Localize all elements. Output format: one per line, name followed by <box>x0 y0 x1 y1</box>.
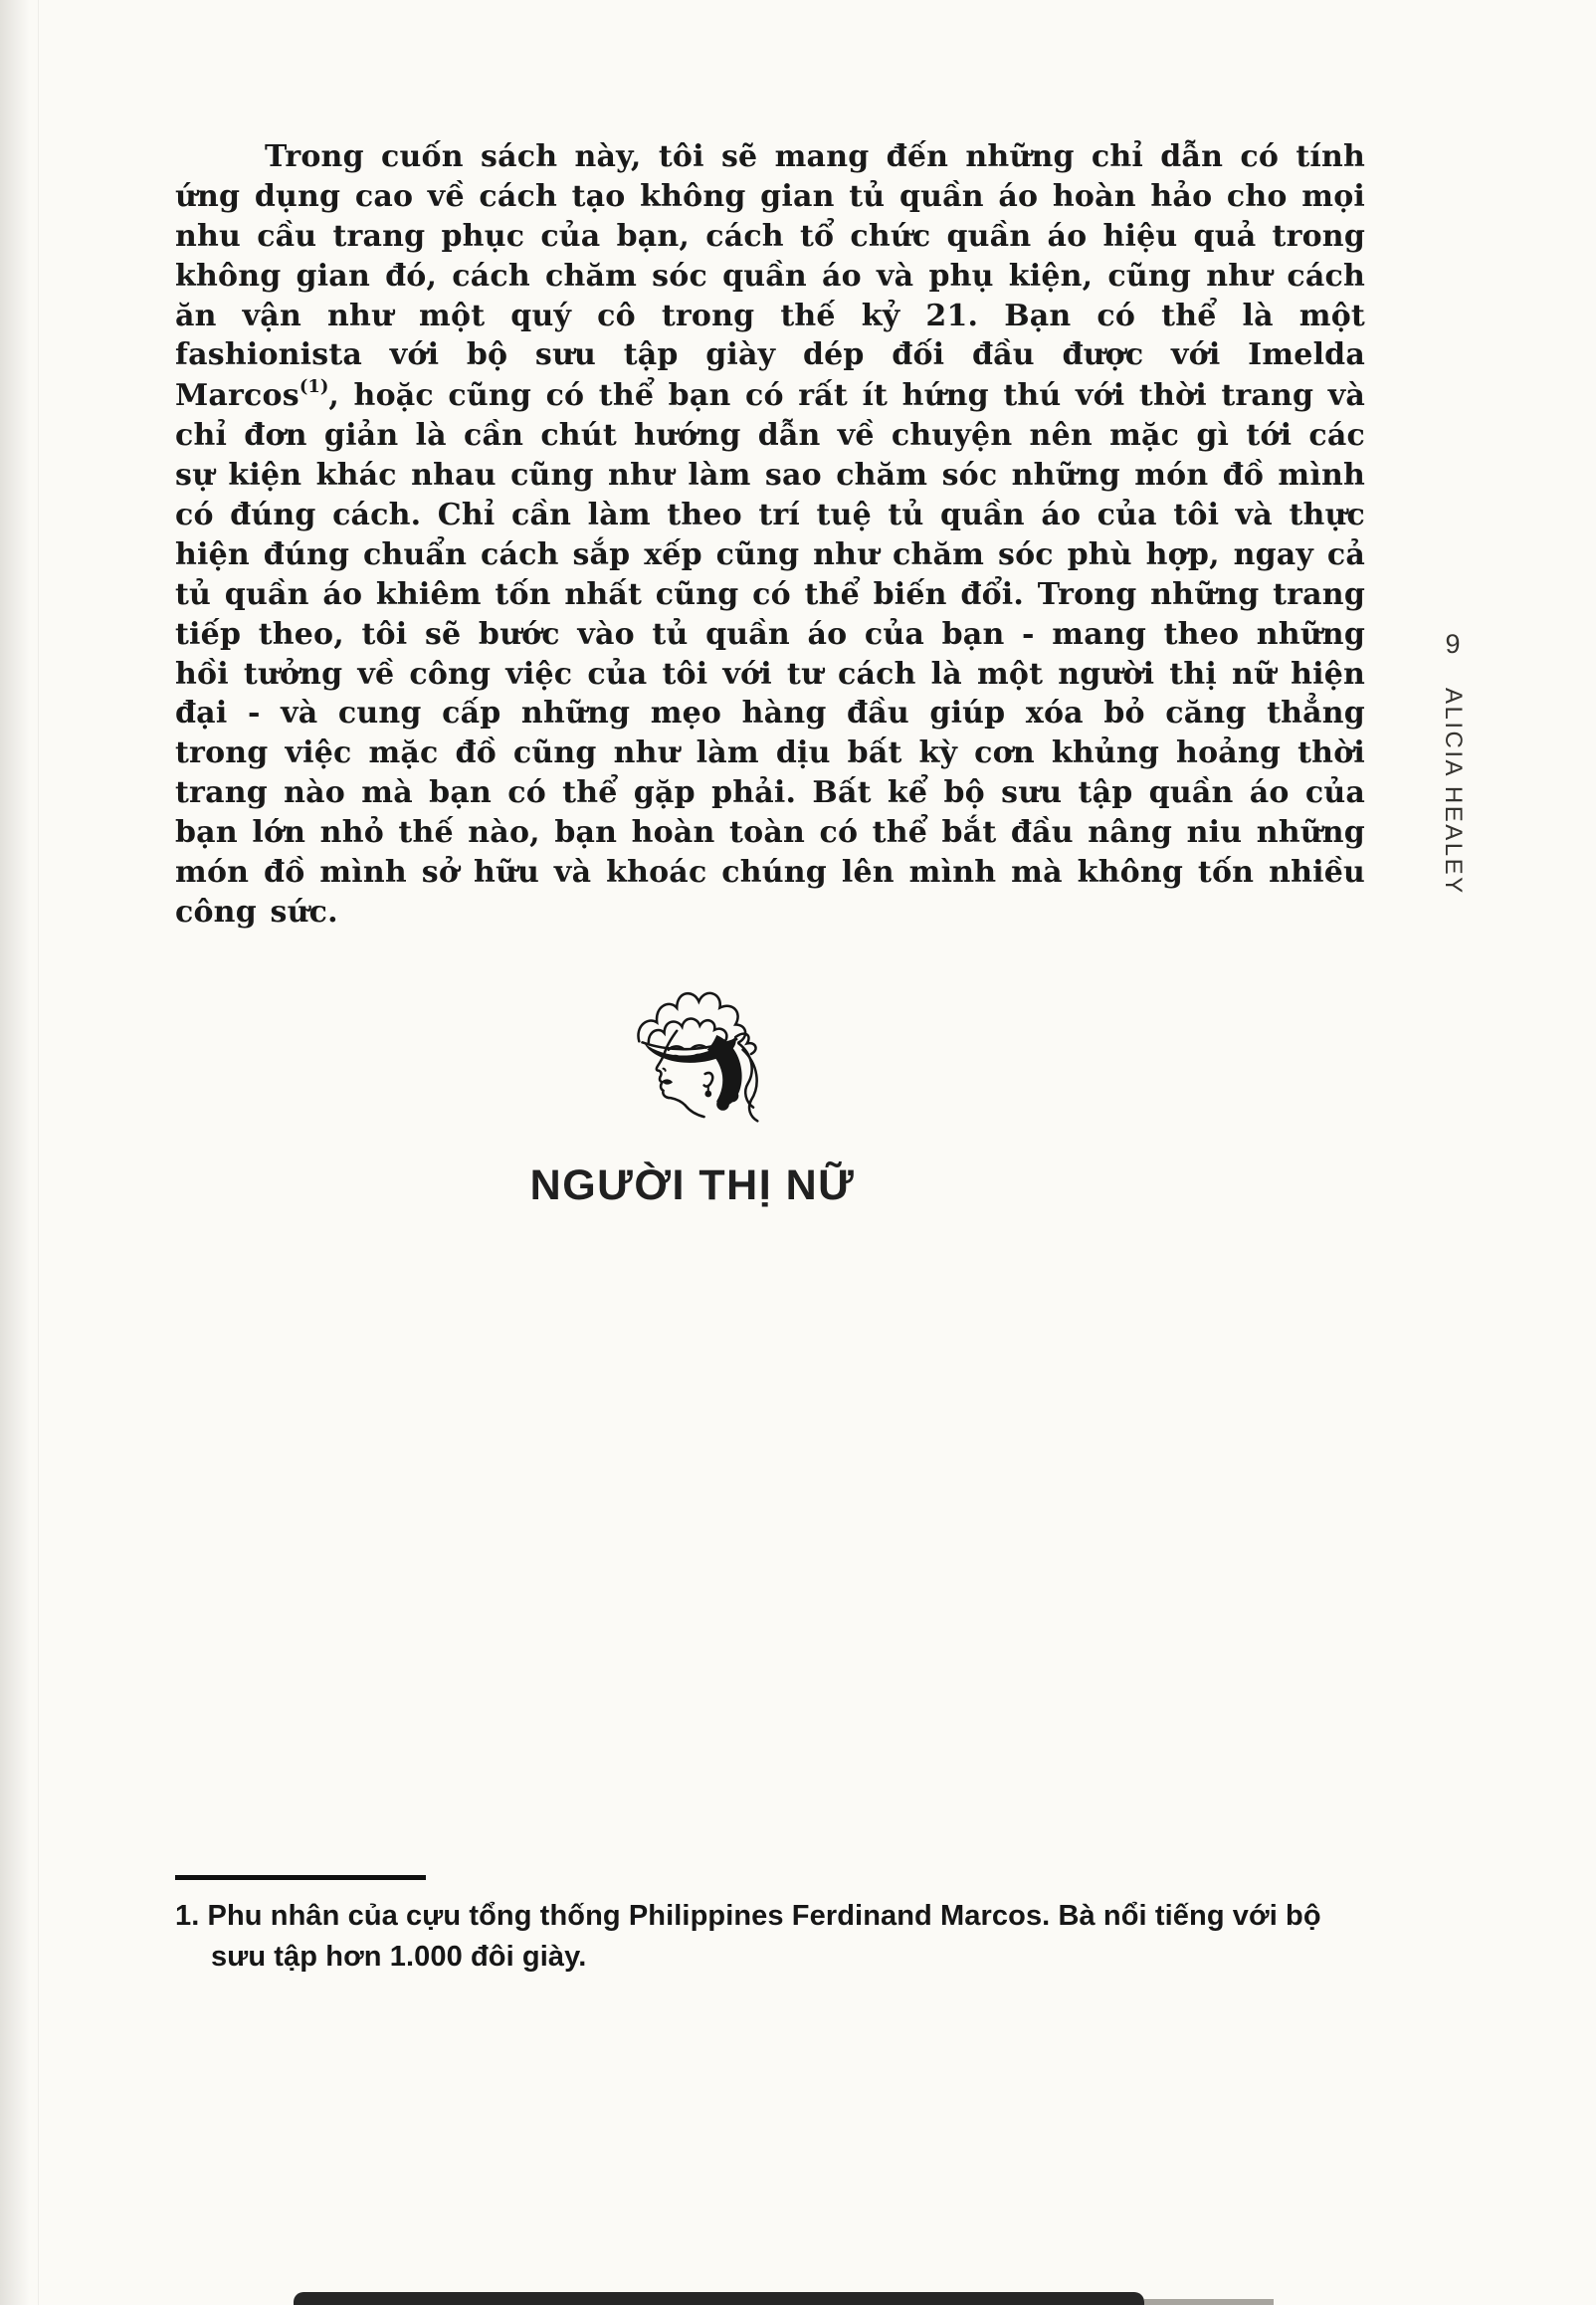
footnote-reference-marker: (1) <box>299 376 329 398</box>
maid-head-icon <box>593 976 792 1134</box>
footnote-area <box>175 1875 1374 1978</box>
footnote-divider <box>175 1875 426 1880</box>
page-number: 9 <box>1445 629 1461 659</box>
scan-bottom-edge <box>294 2292 1144 2305</box>
paragraph-text-before-ref: Trong cuốn sách này, tôi sẽ mang đến những chỉ dẫn có tính ứng dụng cao về cách tạo không gian tủ quần áo hoàn hảo cho mọi nhu cầu trang phục của bạn, cách tổ chức quần áo hiệu quả trong không gian đó, cách chăm sóc quần áo và phụ kiện, cũng như cách ăn vận như một quý cô trong thế kỷ 21. Bạn có thể là một fashionista với bộ sưu tập giày dép đối đầu được với Imelda Marcos <box>175 139 1365 414</box>
footnote-text: 1. Phu nhân của cựu tổng thống Philippines Ferdinand Marcos. Bà nổi tiếng với bộ sưu tập hơn 1.000 đôi giày. <box>175 1900 1321 1974</box>
chapter-heading-block <box>175 976 1210 1210</box>
section-title: NGƯỜI THỊ NỮ <box>529 1160 856 1209</box>
scan-bottom-edge-light <box>1144 2299 1274 2305</box>
author-name: ALICIA HEALEY <box>1440 688 1467 896</box>
page-margin-column <box>1439 629 1467 896</box>
body-paragraph <box>175 137 1365 933</box>
text-block <box>175 137 1365 1210</box>
paragraph-text-after-ref: , hoặc cũng có thể bạn có rất ít hứng thú với thời trang và chỉ đơn giản là cần chút hướng dẫn về chuyện nên mặc gì tới các sự kiện khác nhau cũng như làm sao chăm sóc những món đồ mình có đúng cách. Chỉ cần làm theo trí tuệ tủ quần áo của tôi và thực hiện đúng chuẩn cách sắp xếp cũng như chăm sóc phù hợp, ngay cả tủ quần áo khiêm tốn nhất cũng có thể biến đổi. Trong những trang tiếp theo, tôi sẽ bước vào tủ quần áo của bạn - mang theo những hồi tưởng về công việc của tôi với tư cách là một người thị nữ hiện đại - và cung cấp những mẹo hàng đầu giúp xóa bỏ căng thẳng trong việc mặc đồ cũng như làm dịu bất kỳ cơn khủng hoảng thời trang nào mà bạn có thể gặp phải. Bất kể bộ sưu tập quần áo của bạn lớn nhỏ thế nào, bạn hoàn toàn có thể bắt đầu nâng niu những món đồ mình sở hữu và khoác chúng lên mình mà không tốn nhiều công sức. <box>175 378 1365 930</box>
scan-left-edge-shadow <box>0 0 30 2305</box>
maid-head-illustration <box>593 976 792 1138</box>
scan-left-edge-line <box>38 0 39 2305</box>
